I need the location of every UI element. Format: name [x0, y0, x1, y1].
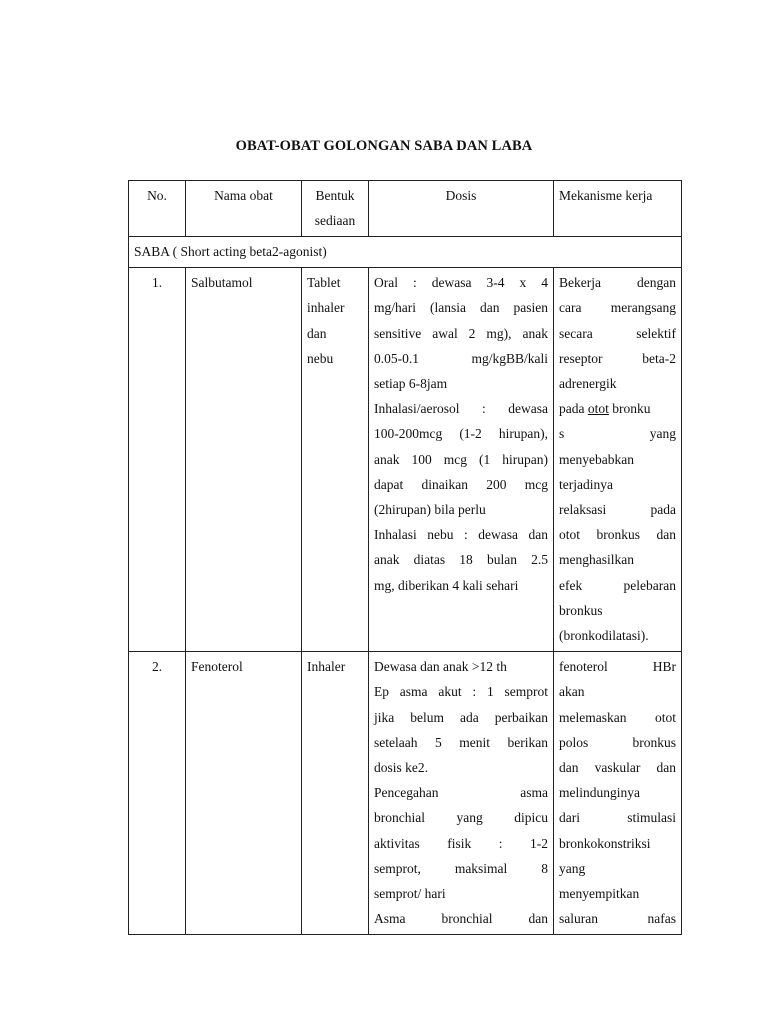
bentuk-line: Inhaler — [307, 659, 346, 675]
row-nama-obat: Salbutamol — [186, 268, 302, 652]
bentuk-line: inhaler — [307, 300, 345, 316]
mekanisme-line: akan — [559, 684, 585, 700]
dosis-line: mg, diberikan 4 kali sehari — [374, 577, 519, 593]
dosis-line: Ep asma akut : 1 semprot — [374, 684, 548, 700]
header-dosis: Dosis — [369, 181, 554, 237]
header-mekanisme: Mekanisme kerja — [554, 181, 682, 237]
dosis-line: anak diatas 18 bulan 2.5 — [374, 552, 548, 568]
dosis-line: setelaah 5 menit berikan — [374, 734, 548, 750]
dosis-line: Oral : dewasa 3-4 x 4 — [374, 275, 548, 291]
dosis-line: 0.05-0.1 mg/kgBB/kali — [374, 350, 548, 366]
header-bentuk-sediaan — [302, 181, 369, 237]
mekanisme-line: saluran nafas — [559, 911, 676, 927]
bentuk-line: dan — [307, 325, 327, 341]
dosis-line: sensitive awal 2 mg), anak — [374, 325, 548, 341]
bentuk-line: Tablet — [307, 275, 341, 291]
header-nama-obat: Nama obat — [186, 181, 302, 237]
drug-table — [128, 180, 682, 935]
mekanisme-word: bronku — [612, 401, 651, 417]
dosis-line: anak 100 mcg (1 hirupan) — [374, 451, 548, 467]
dosis-line: (2hirupan) bila perlu — [374, 502, 486, 518]
mekanisme-line: otot bronkus dan — [559, 527, 676, 543]
mekanisme-line: secara selektif — [559, 325, 676, 341]
header-sediaan-line: sediaan — [314, 213, 356, 228]
row-mekanisme — [554, 652, 682, 935]
table-row — [129, 652, 682, 935]
mekanisme-line: s yang — [559, 426, 676, 442]
mekanisme-line: (bronkodilatasi). — [559, 628, 649, 644]
mekanisme-line: dan vaskular dan — [559, 760, 676, 776]
mekanisme-line: yang — [559, 860, 586, 876]
dosis-line: Dewasa dan anak >12 th — [374, 659, 507, 675]
section-row-saba — [129, 237, 682, 268]
dosis-line: 100-200mcg (1-2 hirupan), — [374, 426, 548, 442]
dosis-line: Inhalasi/aerosol : dewasa — [374, 401, 548, 417]
row-no: 1. — [129, 268, 186, 652]
row-no: 2. — [129, 652, 186, 935]
mekanisme-line: adrenergik — [559, 376, 617, 392]
table-header-row — [129, 181, 682, 237]
mekanisme-line: menyebabkan — [559, 451, 634, 467]
dosis-line: Pencegahan asma — [374, 785, 548, 801]
row-mekanisme — [554, 268, 682, 652]
mekanisme-line-mixed — [559, 396, 676, 421]
mekanisme-line: melindunginya — [559, 785, 640, 801]
dosis-line: setiap 6-8jam — [374, 376, 448, 392]
section-saba-label: SABA ( Short acting beta2-agonist) — [129, 237, 682, 268]
mekanisme-line: polos bronkus — [559, 734, 676, 750]
mekanisme-line: bronkus — [559, 602, 603, 618]
mekanisme-word-underlined: otot — [587, 401, 609, 417]
page-title: OBAT-OBAT GOLONGAN SABA DAN LABA — [235, 138, 533, 154]
dosis-line: semprot/ hari — [374, 886, 446, 902]
header-bentuk-line: Bentuk — [315, 188, 355, 203]
dosis-line: Asma bronchial dan — [374, 911, 548, 927]
mekanisme-line: reseptor beta-2 — [559, 350, 676, 366]
mekanisme-line: terjadinya — [559, 476, 613, 492]
row-bentuk — [302, 268, 369, 652]
mekanisme-line: menghasilkan — [559, 552, 634, 568]
row-dosis — [369, 652, 554, 935]
dosis-line: semprot, maksimal 8 — [374, 860, 548, 876]
header-no: No. — [129, 181, 186, 237]
mekanisme-line: relaksasi pada — [559, 502, 676, 518]
mekanisme-word: pada — [559, 401, 585, 417]
mekanisme-line: fenoterol HBr — [559, 659, 676, 675]
row-dosis — [369, 268, 554, 652]
mekanisme-line: Bekerja dengan — [559, 275, 676, 291]
table-row — [129, 268, 682, 652]
dosis-line: Inhalasi nebu : dewasa dan — [374, 527, 548, 543]
bentuk-line: nebu — [307, 350, 334, 366]
dosis-line: dapat dinaikan 200 mcg — [374, 476, 548, 492]
mekanisme-line: bronkokonstriksi — [559, 835, 651, 851]
dosis-line: jika belum ada perbaikan — [374, 709, 548, 725]
mekanisme-line: menyempitkan — [559, 886, 640, 902]
mekanisme-line: cara merangsang — [559, 300, 676, 316]
mekanisme-line: efek pelebaran — [559, 577, 676, 593]
dosis-line: aktivitas fisik : 1-2 — [374, 835, 548, 851]
dosis-line: dosis ke2. — [374, 760, 428, 776]
dosis-line: bronchial yang dipicu — [374, 810, 548, 826]
mekanisme-line: dari stimulasi — [559, 810, 676, 826]
row-bentuk — [302, 652, 369, 935]
dosis-line: mg/hari (lansia dan pasien — [374, 300, 548, 316]
row-nama-obat: Fenoterol — [186, 652, 302, 935]
mekanisme-line: melemaskan otot — [559, 709, 676, 725]
